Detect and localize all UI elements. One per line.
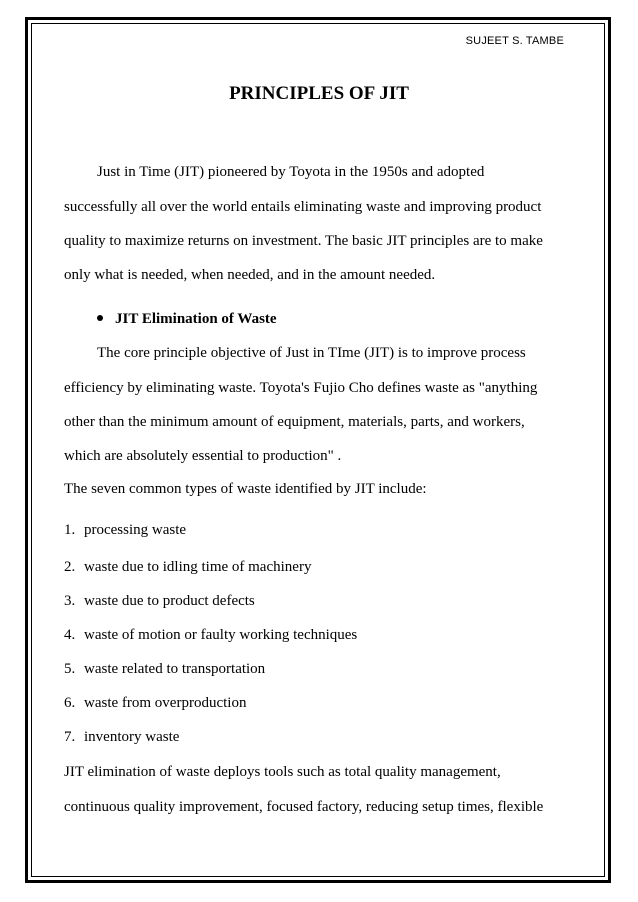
list-number: 3. (64, 593, 76, 609)
closing-line: JIT elimination of waste deploys tools such as total quality management, (64, 764, 501, 780)
list-item (64, 627, 357, 644)
list-text: waste due to idling time of machinery (84, 559, 312, 575)
section-line: The core principle objective of Just in TIme (JIT) is to improve process (97, 345, 526, 361)
section-heading (97, 311, 277, 328)
list-text: waste related to transportation (84, 661, 266, 677)
list-item (64, 729, 179, 746)
list-number: 6. (64, 695, 76, 711)
list-text: inventory waste (84, 729, 180, 745)
list-number: 1. (64, 522, 76, 538)
intro-line: successfully all over the world entails eliminating waste and improving product (64, 199, 542, 215)
section-line: other than the minimum amount of equipment, materials, parts, and workers, (64, 414, 525, 430)
intro-line: only what is needed, when needed, and in the amount needed. (64, 267, 436, 283)
list-item (64, 522, 186, 539)
list-number: 2. (64, 559, 76, 575)
section-line: efficiency by eliminating waste. Toyota's Fujio Cho defines waste as "anything (64, 380, 538, 396)
closing-line: continuous quality improvement, focused factory, reducing setup times, flexible (64, 799, 544, 815)
bullet-icon (97, 315, 103, 321)
section-heading-text: JIT Elimination of Waste (115, 311, 277, 327)
list-number: 7. (64, 729, 76, 745)
list-number: 4. (64, 627, 76, 643)
list-item (64, 695, 246, 712)
list-text: waste of motion or faulty working techniques (84, 627, 358, 643)
list-item (64, 661, 265, 678)
section-line: The seven common types of waste identified by JIT include: (64, 481, 427, 497)
list-item (64, 559, 311, 576)
section-line: which are absolutely essential to production" . (64, 448, 342, 464)
author-header: SUJEET S. TAMBE (465, 35, 564, 47)
list-number: 5. (64, 661, 76, 677)
intro-line: quality to maximize returns on investment. The basic JIT principles are to make (64, 233, 543, 249)
page-title: PRINCIPLES OF JIT (229, 83, 409, 104)
list-text: waste from overproduction (84, 695, 247, 711)
list-item (64, 593, 255, 610)
list-text: processing waste (84, 522, 187, 538)
list-text: waste due to product defects (84, 593, 255, 609)
intro-line: Just in Time (JIT) pioneered by Toyota in the 1950s and adopted (97, 164, 485, 180)
